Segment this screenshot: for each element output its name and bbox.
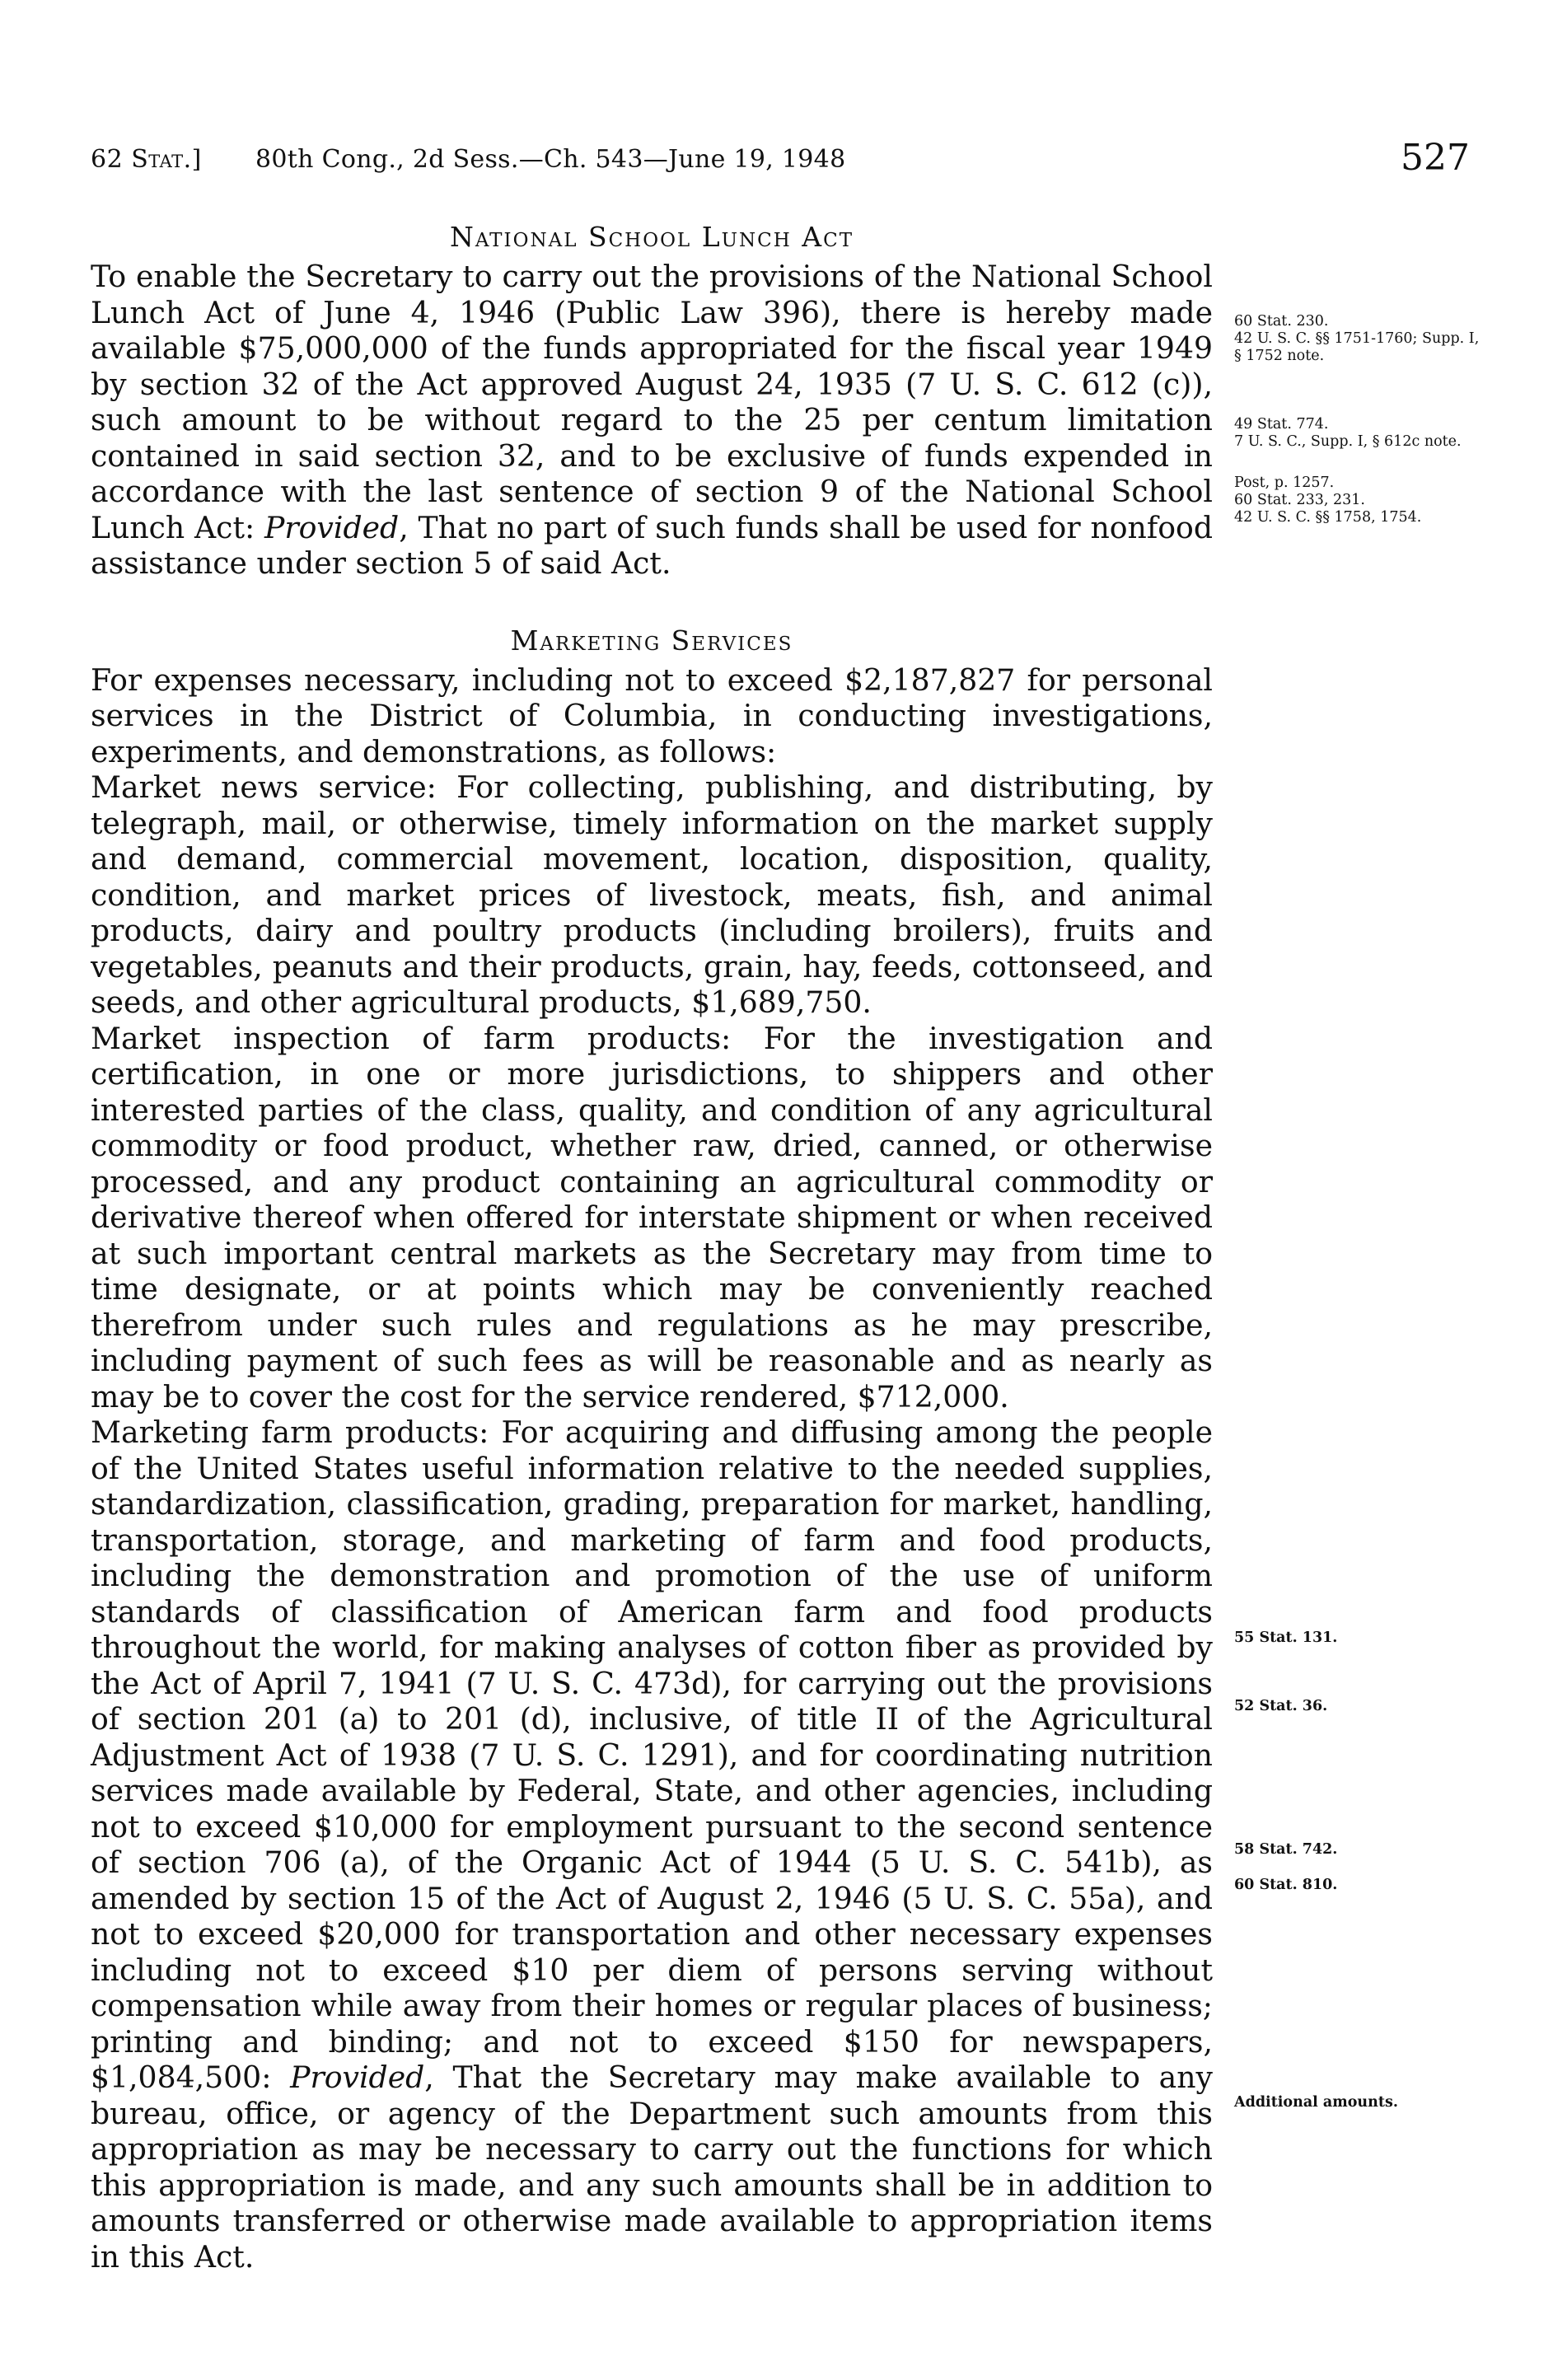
congress-session-chapter-date: 80th Cong., 2d Sess.—Ch. 543—June 19, 1948 (255, 145, 846, 174)
main-text-column (91, 216, 1213, 2275)
margin-note: 58 Stat. 742. (1234, 1841, 1338, 1858)
section-title-school-lunch: National School Lunch Act (449, 221, 854, 253)
margin-note: 60 Stat. 810. (1234, 1877, 1338, 1893)
margin-note: Post, p. 1257. 60 Stat. 233, 231. 42 U. S. C. §§ 1758, 1754. (1234, 475, 1422, 526)
margin-note: 49 Stat. 774. 7 U. S. C., Supp. I, § 612c note. (1234, 416, 1462, 450)
marketing-farm-products-paragraph: Marketing farm products: For acquiring and diffusing among the people of the United States useful information relative to the needed supplies, standardization, classification, grading, preparation for market, handling, transportation, storage, and marketing of farm and food products, including the demonstration and promotion of the use of uniform standards of classification of American farm and food products throughout the world, for making analyses of cotton fiber as provided by the Act of April 7, 1941 (7 U. S. C. 473d), for carrying out the provisions of section 201 (a) to 201 (d), inclusive, of title II of the Agricultural Adjustment Act of 1938 (7 U. S. C. 1291), and for coordinating nutrition services made available by Federal, State, and other agencies, including not to exceed $10,000 for employment pursuant to the second sentence of section 706 (a), of the Organic Act of 1944 (5 U. S. C. 541b), as amended by section 15 of the Act of August 2, 1946 (5 U. S. C. 55a), and not to exceed $20,000 for transportation and other necessary expenses including not to exceed $10 per diem of persons serving without compensation while away from their homes or regular places of business; printing and binding; and not to exceed $150 for newspapers, $1,084,500: Provided, That the Secretary may make available to any bureau, office, or agency of the Department such amounts from this appropriation as may be necessary to carry out the functions for which this appropriation is made, and any such amounts shall be in addition to amounts transferred or otherwise made available to appropriation items in this Act. (91, 1414, 1213, 2275)
statute-volume: 62 Stat.] (91, 145, 202, 174)
margin-note: 60 Stat. 230. 42 U. S. C. §§ 1751-1760; Supp. I, § 1752 note. (1234, 313, 1480, 364)
section-title-marketing-services: Marketing Services (510, 624, 793, 657)
margin-note: Additional amounts. (1234, 2094, 1398, 2111)
marketing-intro-paragraph: For expenses necessary, including not to exceed $2,187,827 for personal services in the District of Columbia, in conducting investigations, experiments, and demonstrations, as follows: (91, 662, 1213, 769)
school-lunch-paragraph: To enable the Secretary to carry out the provisions of the National School Lunch Act of June 4, 1946 (Public Law 396), there is hereby made available $75,000,000 of the funds appropriated for the fiscal year 1949 by section 32 of the Act approved August 24, 1935 (7 U. S. C. 612 (c)), such amount to be without regard to the 25 per centum limitation contained in said section 32, and to be exclusive of funds expended in accordance with the last sentence of section 9 of the National School Lunch Act: Provided, That no part of such funds shall be used for nonfood assistance under section 5 of said Act. (91, 259, 1213, 581)
margin-note: 55 Stat. 131. (1234, 1630, 1338, 1646)
margin-notes (1234, 0, 1490, 2380)
margin-note: 52 Stat. 36. (1234, 1698, 1328, 1714)
market-news-paragraph: Market news service: For collecting, publishing, and distributing, by telegraph, mail, or otherwise, timely information on the market supply and demand, commercial movement, location, disposition, quality, condition, and market prices of livestock, meats, fish, and animal products, dairy and poultry products (including broilers), fruits and vegetables, peanuts and their products, grain, hay, feeds, cottonseed, and seeds, and other agricultural products, $1,689,750. (91, 769, 1213, 1020)
section-gap (91, 582, 1213, 620)
market-inspection-paragraph: Market inspection of farm products: For the investigation and certification, in one or more jurisdictions, to shippers and other interested parties of the class, quality, and condition of any agricultural commodity or food product, whether raw, dried, canned, or otherwise processed, and any product containing an agricultural commodity or derivative thereof when offered for interstate shipment or when received at such important central markets as the Secretary may from time to time designate, or at points which may be conveniently reached therefrom under such rules and regulations as he may prescribe, including payment of such fees as will be reasonable and as nearly as may be to cover the cost for the service rendered, $712,000. (91, 1020, 1213, 1414)
page-number: 527 (1401, 137, 1470, 179)
